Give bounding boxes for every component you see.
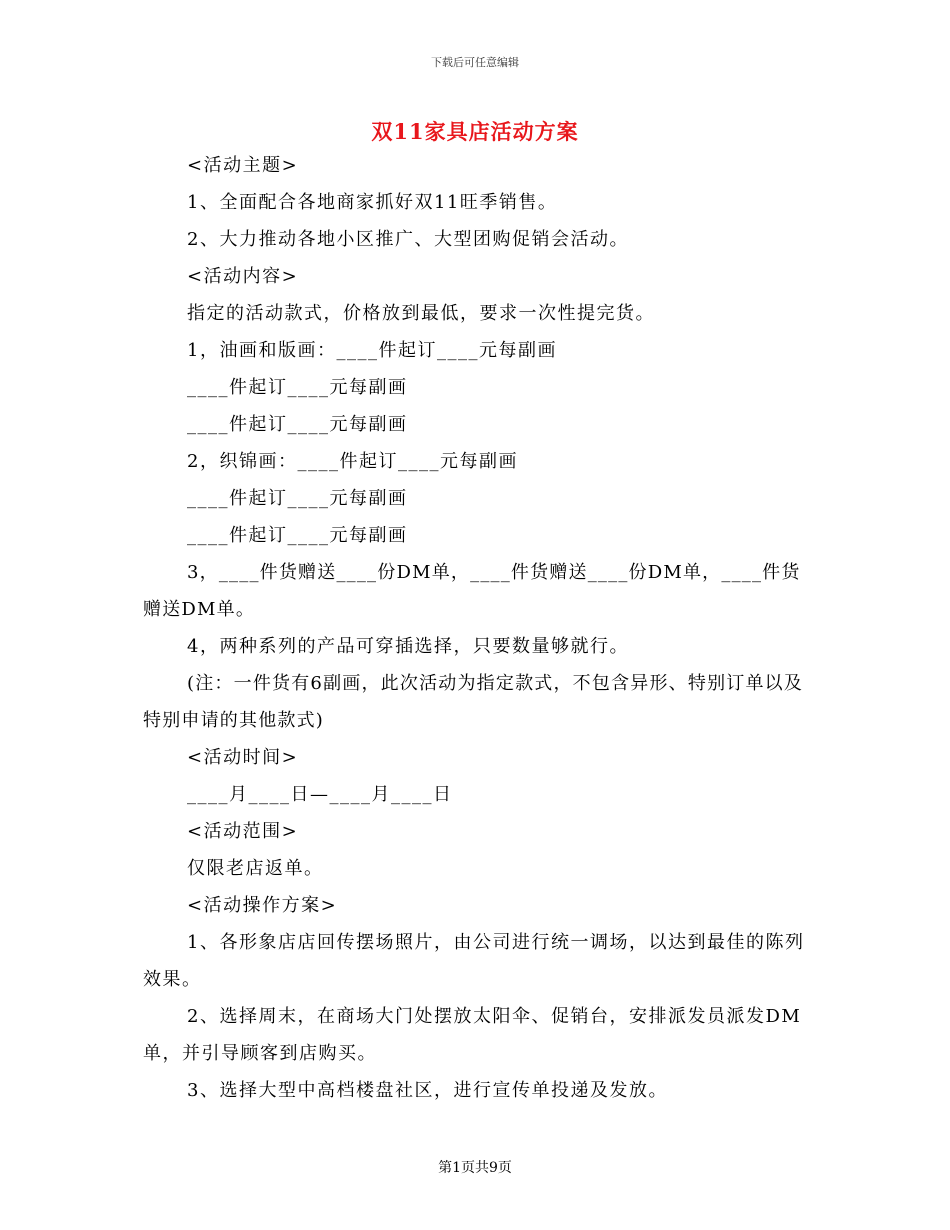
paragraph: 仅限老店返单。 (187, 858, 324, 879)
paragraph: 指定的活动款式，价格放到最低，要求一次性提完货。 (187, 303, 655, 324)
paragraph: 1、各形象店店回传摆场照片，由公司进行统一调场，以达到最佳的陈列效果。 (143, 932, 805, 990)
paragraph: ____件起订____元每副画 (187, 488, 408, 509)
document-title: 双11家具店活动方案 (371, 119, 579, 144)
paragraph: 2、选择周末，在商场大门处摆放太阳伞、促销台，安排派发员派发DM单，并引导顾客到店购买。 (143, 1006, 802, 1064)
header-note: 下载后可任意编辑 (431, 56, 519, 69)
section-heading-content: <活动内容> (187, 266, 299, 287)
section-heading-theme: <活动主题> (187, 155, 299, 176)
paragraph: 1，油画和版画：____件起订____元每副画 (187, 340, 557, 361)
paragraph: ____件起订____元每副画 (187, 377, 408, 398)
section-heading-operation: <活动操作方案> (187, 895, 338, 916)
paragraph: ____月____日—____月____日 (187, 784, 453, 805)
paragraph: ____件起订____元每副画 (187, 414, 408, 435)
section-heading-scope: <活动范围> (187, 821, 299, 842)
paragraph: ____件起订____元每副画 (187, 525, 408, 546)
paragraph-note: (注：一件货有6副画，此次活动为指定款式，不包含异形、特别订单以及特别申请的其他款式) (143, 673, 804, 731)
paragraph: 2，织锦画：____件起订____元每副画 (187, 451, 518, 472)
paragraph: 1、全面配合各地商家抓好双11旺季销售。 (187, 192, 558, 213)
document-body (143, 147, 808, 1109)
paragraph: 2、大力推动各地小区推广、大型团购促销会活动。 (187, 229, 629, 250)
paragraph: 4，两种系列的产品可穿插选择，只要数量够就行。 (187, 636, 629, 657)
section-heading-time: <活动时间> (187, 747, 299, 768)
paragraph: 3，____件货赠送____份DM单，____件货赠送____份DM单，____件货赠送DM单。 (143, 562, 801, 620)
page-footer: 第1页共9页 (438, 1160, 512, 1176)
paragraph: 3、选择大型中高档楼盘社区，进行宣传单投递及发放。 (187, 1080, 668, 1101)
